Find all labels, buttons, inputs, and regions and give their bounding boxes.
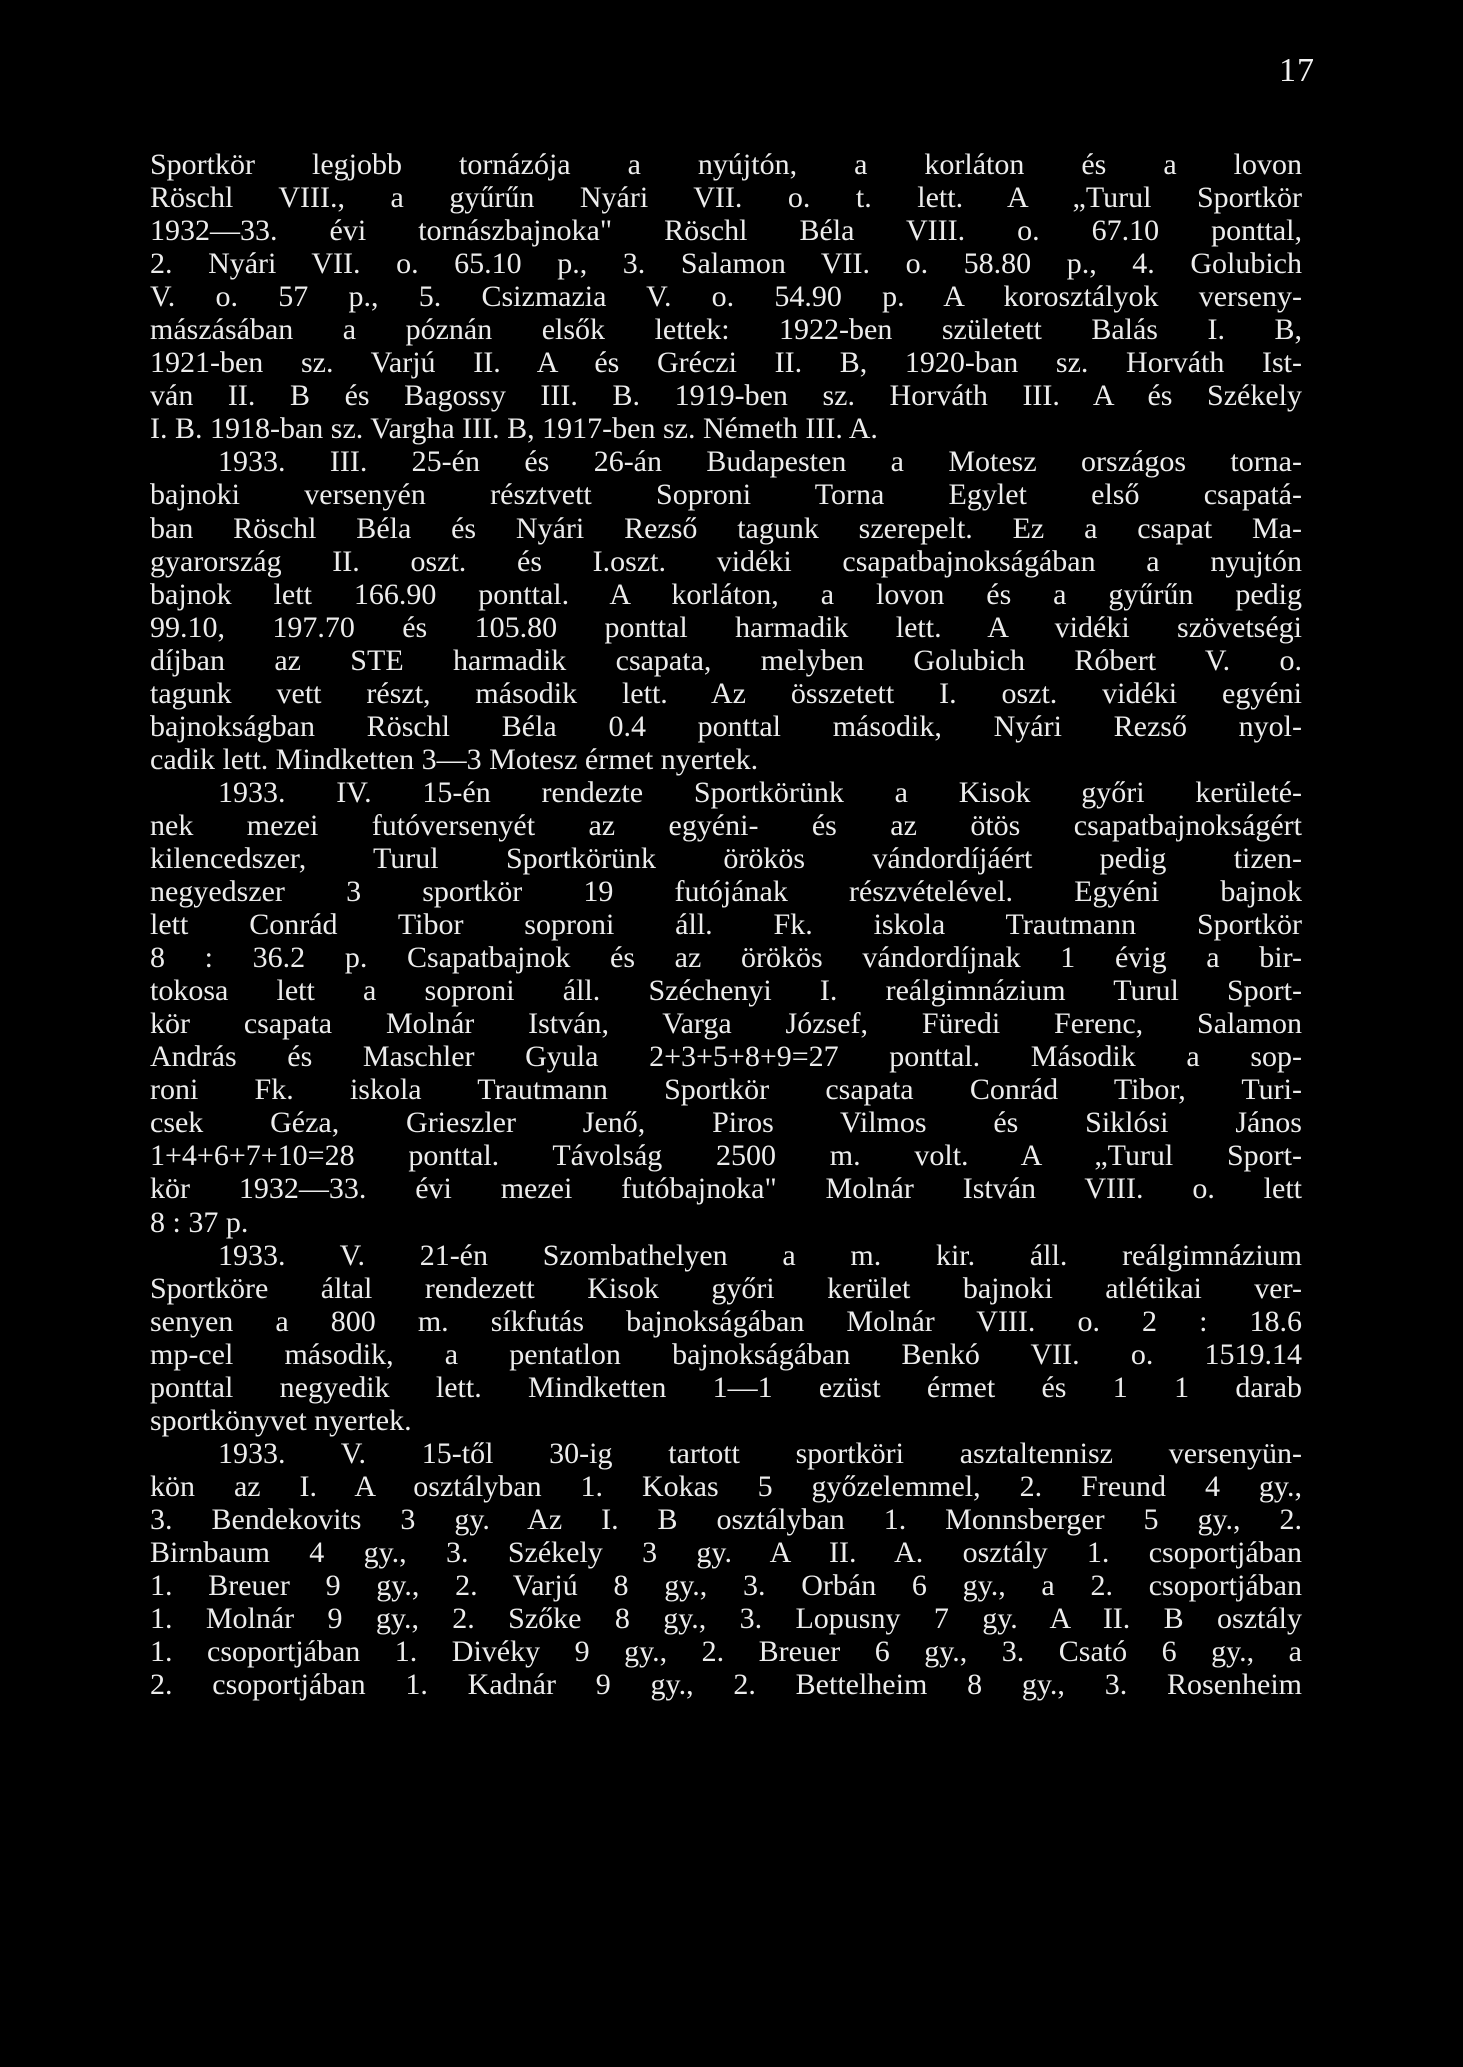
text-line: Röschl VIII., a gyűrűn Nyári VII. o. t. lett. A „Turul Sportkör [150, 181, 1302, 215]
text-line: bajnokságban Röschl Béla 0.4 ponttal második, Nyári Rezső nyol- [150, 709, 1302, 743]
text-line: ván II. B és Bagossy III. B. 1919-ben sz. Horváth III. A és Székely [150, 379, 1302, 413]
text-line: Sportkör legjobb tornázója a nyújtón, a korláton és a lovon [150, 148, 1302, 181]
text-line: tokosa lett a soproni áll. Széchenyi I. reálgimnázium Turul Sport- [150, 974, 1302, 1008]
text-line: lett Conrád Tibor soproni áll. Fk. iskola Trautmann Sportkör [150, 908, 1302, 942]
text-line: 1. csoportjában 1. Divéky 9 gy., 2. Breuer 6 gy., 3. Csató 6 gy., a [150, 1635, 1302, 1669]
text-line: 8 : 36.2 p. Csapatbajnok és az örökös vándordíjnak 1 évig a bir- [150, 941, 1302, 975]
text-line: Sportköre által rendezett Kisok győri kerület bajnoki atlétikai ver- [150, 1271, 1302, 1305]
text-line: I. B. 1918-ban sz. Vargha III. B, 1917-ben sz. Németh III. A. [150, 412, 878, 446]
text-line: bajnok lett 166.90 ponttal. A korláton, a lovon és a gyűrűn pedig [150, 577, 1302, 611]
text-line: 1. Breuer 9 gy., 2. Varjú 8 gy., 3. Orbán 6 gy., a 2. csoportjában [150, 1569, 1302, 1603]
text-line: 1921-ben sz. Varjú II. A és Gréczi II. B, 1920-ban sz. Horváth Ist- [150, 346, 1302, 380]
text-line: 1933. V. 21-én Szombathelyen a m. kir. áll. reálgimnázium [218, 1238, 1302, 1272]
text-line: 2. csoportjában 1. Kadnár 9 gy., 2. Bettelheim 8 gy., 3. Rosenheim [150, 1668, 1302, 1702]
text-line: 1933. IV. 15-én rendezte Sportkörünk a Kisok győri kerületé- [218, 775, 1302, 809]
text-line: 1. Molnár 9 gy., 2. Szőke 8 gy., 3. Lopusny 7 gy. A II. B osztály [150, 1602, 1302, 1636]
text-line: bajnoki versenyén résztvett Soproni Torna Egylet első csapatá- [150, 478, 1302, 512]
text-line: 2. Nyári VII. o. 65.10 p., 3. Salamon VII. o. 58.80 p., 4. Golubich [150, 247, 1302, 281]
text-line: tagunk vett részt, második lett. Az összetett I. oszt. vidéki egyéni [150, 676, 1302, 710]
text-line: mászásában a póznán elsők lettek: 1922-ben született Balás I. B, [150, 313, 1302, 347]
text-line: 1932—33. évi tornászbajnoka" Röschl Béla VIII. o. 67.10 ponttal, [150, 214, 1302, 248]
text-line: kön az I. A osztályban 1. Kokas 5 győzelemmel, 2. Freund 4 gy., [150, 1469, 1302, 1503]
text-line: nek mezei futóversenyét az egyéni- és az ötös csapatbajnokságért [150, 808, 1302, 842]
text-line: mp-cel második, a pentatlon bajnokságában Benkó VII. o. 1519.14 [150, 1337, 1302, 1371]
body-text [150, 148, 1302, 1701]
text-line: díjban az STE harmadik csapata, melyben Golubich Róbert V. o. [150, 643, 1302, 677]
text-line: V. o. 57 p., 5. Csizmazia V. o. 54.90 p. A korosztályok verseny- [150, 280, 1302, 314]
text-line: cadik lett. Mindketten 3—3 Motesz érmet nyertek. [150, 742, 759, 776]
text-line: kör csapata Molnár István, Varga József, Füredi Ferenc, Salamon [150, 1007, 1302, 1041]
text-line: 99.10, 197.70 és 105.80 ponttal harmadik lett. A vidéki szövetségi [150, 610, 1302, 644]
text-line: ban Röschl Béla és Nyári Rezső tagunk szerepelt. Ez a csapat Ma- [150, 511, 1302, 545]
text-line: Birnbaum 4 gy., 3. Székely 3 gy. A II. A. osztály 1. csoportjában [150, 1535, 1302, 1569]
text-line: csek Géza, Grieszler Jenő, Piros Vilmos és Siklósi János [150, 1106, 1302, 1140]
text-line: senyen a 800 m. síkfutás bajnokságában Molnár VIII. o. 2 : 18.6 [150, 1304, 1302, 1338]
text-line: 1933. V. 15-től 30-ig tartott sportköri asztaltennisz versenyün- [218, 1436, 1302, 1470]
text-line: gyarország II. oszt. és I.oszt. vidéki csapatbajnokságában a nyujtón [150, 544, 1302, 578]
text-line: 1+4+6+7+10=28 ponttal. Távolság 2500 m. volt. A „Turul Sport- [150, 1139, 1302, 1173]
text-line: 8 : 37 p. [150, 1205, 249, 1239]
text-line: sportkönyvet nyertek. [150, 1403, 412, 1437]
text-line: negyedszer 3 sportkör 19 futójának részvételével. Egyéni bajnok [150, 875, 1302, 909]
text-line: 3. Bendekovits 3 gy. Az I. B osztályban 1. Monnsberger 5 gy., 2. [150, 1502, 1302, 1536]
text-line: András és Maschler Gyula 2+3+5+8+9=27 ponttal. Második a sop- [150, 1040, 1302, 1074]
text-line: ponttal negyedik lett. Mindketten 1—1 ezüst érmet és 1 1 darab [150, 1370, 1302, 1404]
text-line: kilencedszer, Turul Sportkörünk örökös vándordíjáért pedig tizen- [150, 841, 1302, 875]
text-line: kör 1932—33. évi mezei futóbajnoka" Molnár István VIII. o. lett [150, 1172, 1302, 1206]
page-number: 17 [1279, 52, 1315, 89]
text-line: 1933. III. 25-én és 26-án Budapesten a Motesz országos torna- [218, 445, 1302, 479]
text-line: roni Fk. iskola Trautmann Sportkör csapata Conrád Tibor, Turi- [150, 1073, 1302, 1107]
